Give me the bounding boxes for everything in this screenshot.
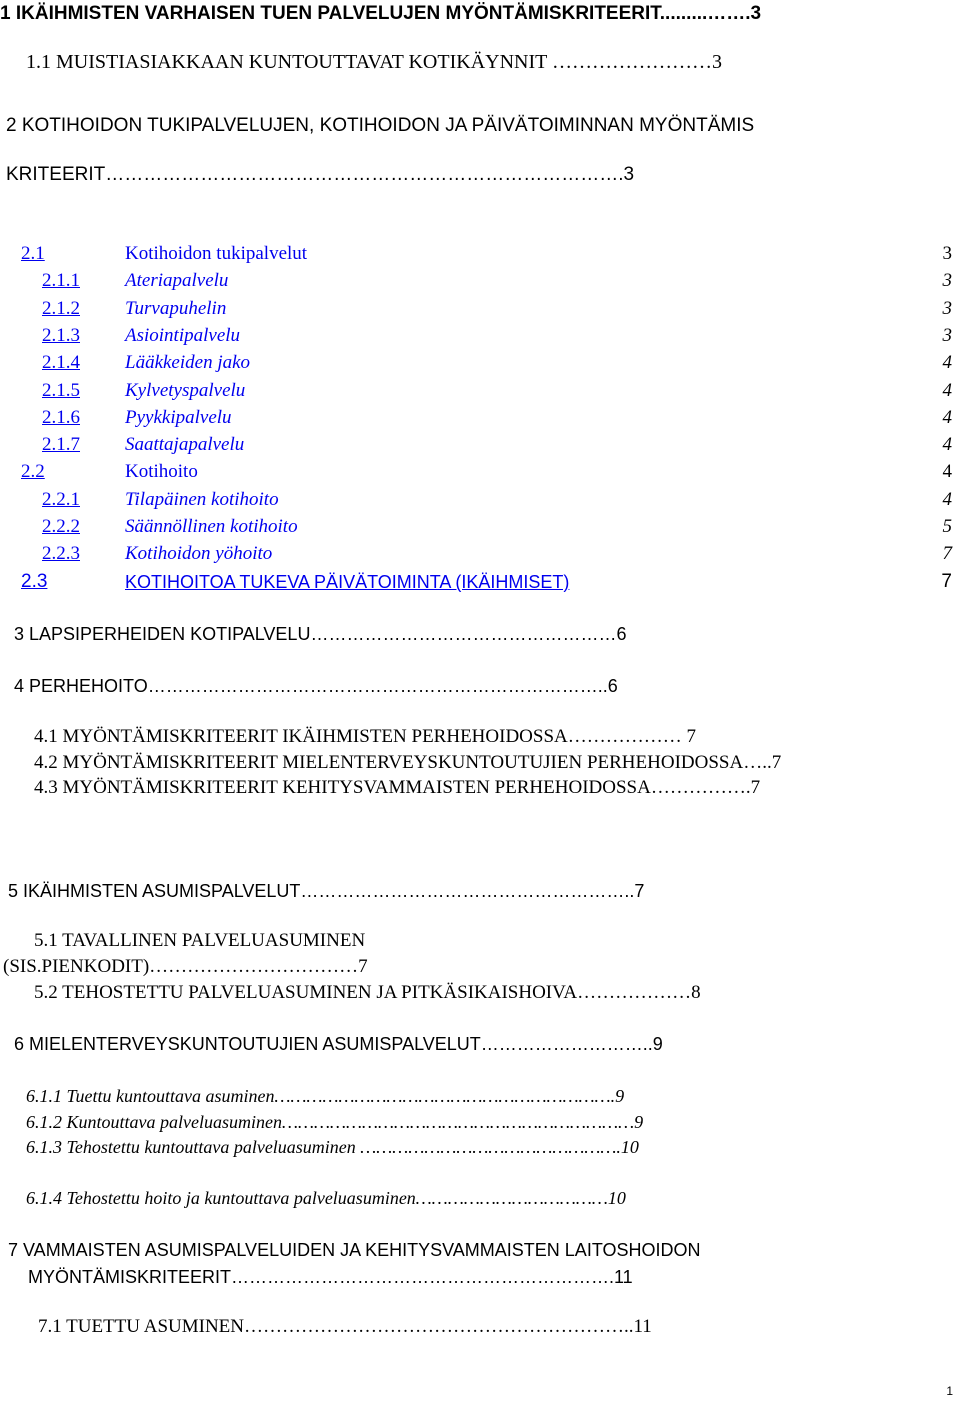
toc-item-label[interactable]: Ateriapalvelu: [125, 270, 229, 291]
toc-heading-7-line1[interactable]: 7 VAMMAISTEN ASUMISPALVELUIDEN JA KEHITYSVAMMAISTEN LAITOSHOIDON: [8, 1240, 701, 1260]
toc-item-page: 4: [942, 407, 952, 428]
toc-item-number[interactable]: 2.3: [21, 571, 48, 592]
toc-item-label[interactable]: Kotihoidon tukipalvelut: [125, 243, 308, 264]
toc-item-label[interactable]: Lääkkeiden jako: [125, 352, 251, 373]
toc-item-page: 3: [942, 298, 952, 319]
toc-heading-4[interactable]: 4 PERHEHOITO…………………………………………………………………..6: [14, 676, 618, 696]
toc-item-page: 7: [941, 571, 952, 592]
toc-entry-4-2[interactable]: 4.2 MYÖNTÄMISKRITEERIT MIELENTERVEYSKUNTOUTUJIEN PERHEHOIDOSSA…..7: [34, 752, 782, 773]
toc-entry-5-2[interactable]: 5.2 TEHOSTETTU PALVELUASUMINEN JA PITKÄSIKAISHOIVA………………8: [34, 982, 701, 1003]
toc-item-number[interactable]: 2.1.3: [42, 325, 80, 346]
toc-entry-6-1-2[interactable]: 6.1.2 Kuntouttava palveluasuminen…………………………………………………………9: [26, 1112, 644, 1132]
toc-item-number[interactable]: 2.2: [21, 461, 45, 482]
toc-entry-6-1-4[interactable]: 6.1.4 Tehostettu hoito ja kuntouttava palveluasuminen………………………………10: [26, 1188, 626, 1208]
toc-item-label[interactable]: Kotihoidon yöhoito: [125, 543, 273, 564]
toc-entry-7-1[interactable]: 7.1 TUETTU ASUMINEN……………………………………………………..11: [38, 1316, 652, 1337]
toc-item-page: 3: [942, 325, 952, 346]
toc-item-number[interactable]: 2.2.3: [42, 543, 80, 564]
toc-heading-5[interactable]: 5 IKÄIHMISTEN ASUMISPALVELUT………………………………………………..7: [8, 881, 645, 901]
toc-item-page: 4: [942, 380, 952, 401]
toc-heading-1[interactable]: 1 IKÄIHMISTEN VARHAISEN TUEN PALVELUJEN MYÖNTÄMISKRITEERIT.........…….3: [0, 3, 762, 24]
toc-item-page: 4: [942, 489, 952, 510]
toc-item-label[interactable]: Asiointipalvelu: [125, 325, 241, 346]
toc-item-number[interactable]: 2.1.4: [42, 352, 80, 373]
toc-heading-3[interactable]: 3 LAPSIPERHEIDEN KOTIPALVELU……………………………………………6: [14, 624, 627, 644]
toc-item-number[interactable]: 2.1.2: [42, 298, 80, 319]
toc-item-label[interactable]: KOTIHOITOA TUKEVA PÄIVÄTOIMINTA (IKÄIHMISET): [125, 572, 570, 592]
toc-entry-6-1-3[interactable]: 6.1.3 Tehostettu kuntouttava palveluasuminen ………………………………………….10: [26, 1137, 639, 1157]
toc-item-number[interactable]: 2.1: [21, 243, 45, 264]
toc-item-number[interactable]: 2.2.2: [42, 516, 80, 537]
toc-item-number[interactable]: 2.1.1: [42, 270, 80, 291]
toc-item-label[interactable]: Kylvetyspalvelu: [125, 380, 246, 401]
toc-item-label[interactable]: Tilapäinen kotihoito: [125, 489, 279, 510]
toc-item-page: 3: [942, 270, 952, 291]
toc-entry-1-1[interactable]: 1.1 MUISTIASIAKKAAN KUNTOUTTAVAT KOTIKÄYNNIT ……………………3: [26, 51, 722, 73]
toc-item-number[interactable]: 2.1.5: [42, 380, 80, 401]
page-number: 1: [946, 1384, 953, 1398]
toc-item-page: 5: [942, 516, 952, 537]
toc-entry-4-3[interactable]: 4.3 MYÖNTÄMISKRITEERIT KEHITYSVAMMAISTEN PERHEHOIDOSSA…………….7: [34, 777, 761, 798]
toc-item-page: 4: [942, 461, 952, 482]
toc-item-number[interactable]: 2.2.1: [42, 489, 80, 510]
toc-entry-6-1-1[interactable]: 6.1.1 Tuettu kuntouttava asuminen……………………………………………………….9: [26, 1086, 625, 1106]
toc-item-page: 4: [942, 434, 952, 455]
toc-item-label[interactable]: Saattajapalvelu: [125, 434, 245, 455]
toc-item-page: 7: [942, 543, 952, 564]
toc-heading-2-line2[interactable]: KRITEERIT……………………………………………………………………….3: [6, 164, 635, 185]
toc-entry-5-1-line2[interactable]: (SIS.PIENKODIT)……………………………7: [3, 956, 368, 977]
toc-item-page: 4: [942, 352, 952, 373]
toc-entry-5-1-line1[interactable]: 5.1 TAVALLINEN PALVELUASUMINEN: [34, 930, 366, 951]
toc-item-number[interactable]: 2.1.7: [42, 434, 80, 455]
toc-item-label[interactable]: Pyykkipalvelu: [125, 407, 232, 428]
toc-item-label[interactable]: Säännöllinen kotihoito: [125, 516, 298, 537]
toc-item-page: 3: [942, 243, 952, 264]
toc-heading-2-line1[interactable]: 2 KOTIHOIDON TUKIPALVELUJEN, KOTIHOIDON JA PÄIVÄTOIMINNAN MYÖNTÄMIS: [6, 115, 755, 136]
toc-item-number[interactable]: 2.1.6: [42, 407, 80, 428]
toc-item-label[interactable]: Kotihoito: [125, 461, 198, 482]
toc-entry-4-1[interactable]: 4.1 MYÖNTÄMISKRITEERIT IKÄIHMISTEN PERHEHOIDOSSA……………… 7: [34, 726, 697, 747]
toc-heading-7-line2[interactable]: MYÖNTÄMISKRITEERIT……………………………………………………….11: [28, 1267, 633, 1287]
toc-heading-6[interactable]: 6 MIELENTERVEYSKUNTOUTUJIEN ASUMISPALVELUT………………………..9: [14, 1034, 663, 1054]
toc-item-label[interactable]: Turvapuhelin: [125, 298, 227, 319]
